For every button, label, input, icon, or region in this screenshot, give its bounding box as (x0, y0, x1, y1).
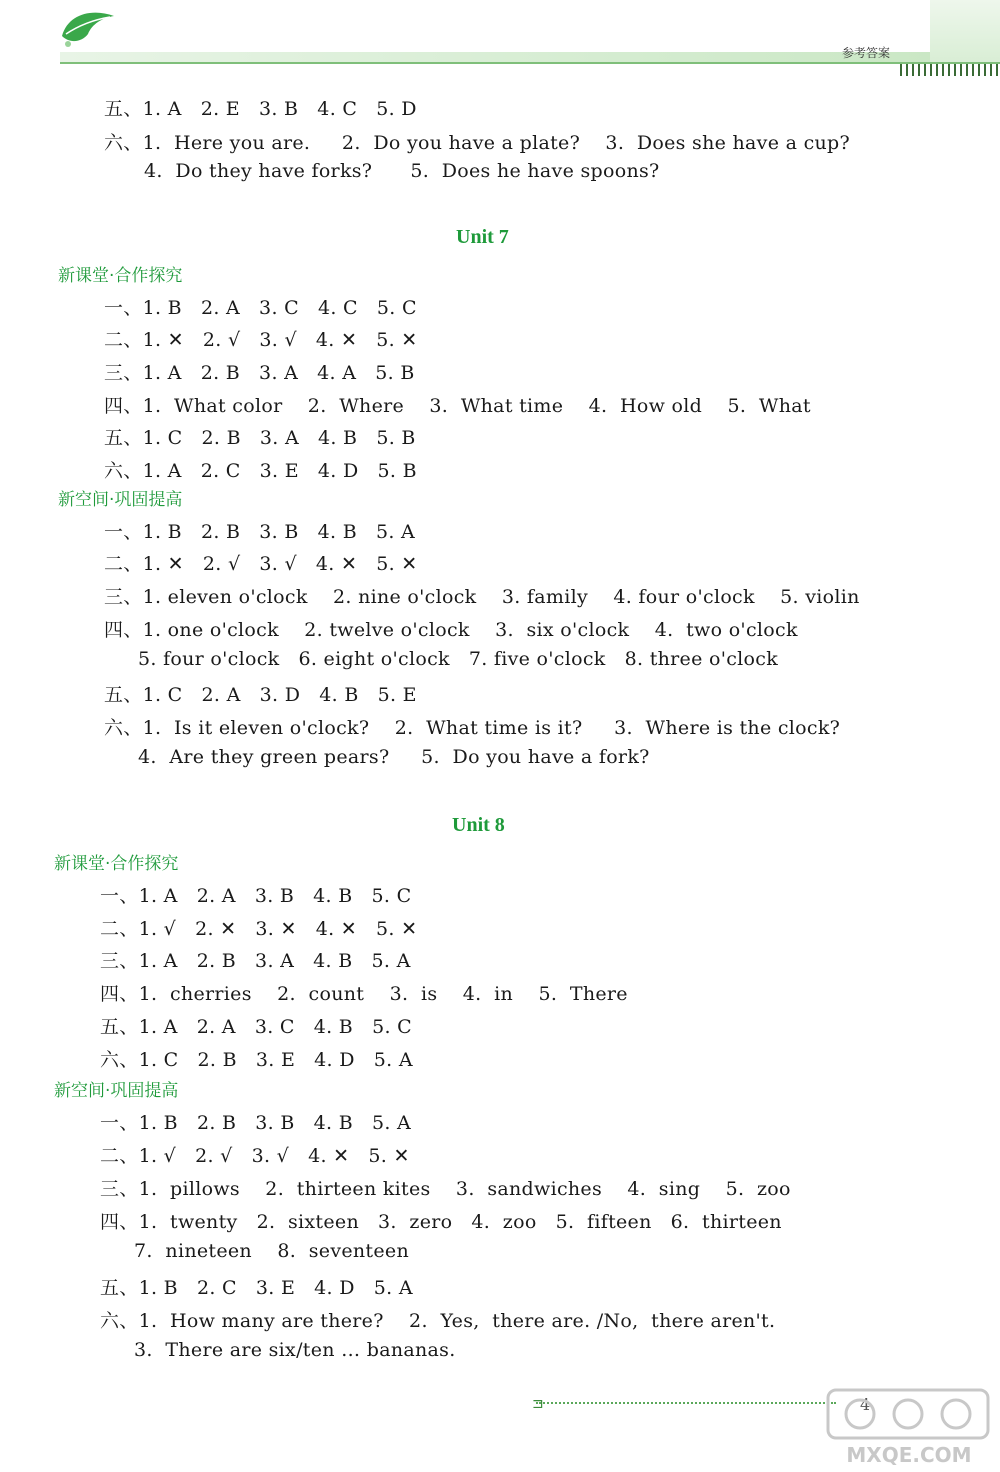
answer-line: 四、1. What color 2. Where 3. What time 4. How old 5. What (104, 395, 811, 417)
answer-line: 一、1. B 2. B 3. B 4. B 5. A (100, 1112, 412, 1134)
answer-line: 三、1. A 2. B 3. A 4. B 5. A (100, 950, 411, 972)
answer-line: 五、1. C 2. B 3. A 4. B 5. B (104, 427, 416, 449)
answer-line: 一、1. A 2. A 3. B 4. B 5. C (100, 885, 412, 907)
answer-line: 二、1. ✕ 2. √ 3. √ 4. ✕ 5. ✕ (104, 329, 418, 351)
answer-line: 4. Do they have forks? 5. Does he have spoons? (144, 160, 660, 182)
answer-line: 一、1. B 2. A 3. C 4. C 5. C (104, 297, 417, 319)
page-header (0, 0, 1000, 80)
answer-line: 四、1. one o'clock 2. twelve o'clock 3. six o'clock 4. two o'clock (104, 619, 798, 641)
answer-line: 六、1. A 2. C 3. E 4. D 5. B (104, 460, 417, 482)
answer-line: 三、1. A 2. B 3. A 4. A 5. B (104, 362, 415, 384)
green-leaf-logo-icon (58, 6, 118, 50)
answer-line: 四、1. twenty 2. sixteen 3. zero 4. zoo 5. fifteen 6. thirteen (100, 1211, 782, 1233)
page-number: 4 (860, 1395, 871, 1414)
footer-dotted-rule (536, 1402, 836, 1406)
answer-line: 3. There are six/ten … bananas. (134, 1339, 456, 1361)
barcode-strip (900, 64, 998, 76)
section-title: 新课堂·合作探究 (54, 854, 179, 874)
answer-line: 六、1. C 2. B 3. E 4. D 5. A (100, 1049, 413, 1071)
answer-line: 7. nineteen 8. seventeen (134, 1240, 409, 1262)
unit-7-title: Unit 7 (456, 226, 509, 248)
answer-line: 二、1. √ 2. ✕ 3. ✕ 4. ✕ 5. ✕ (100, 918, 418, 940)
footer-bracket-icon: ⊐ (532, 1396, 544, 1412)
answer-line: 4. Are they green pears? 5. Do you have a fork? (138, 746, 650, 768)
section-title: 新空间·巩固提高 (54, 1081, 179, 1101)
answer-line: 一、1. B 2. B 3. B 4. B 5. A (104, 521, 416, 543)
unit-8-title: Unit 8 (452, 814, 505, 836)
answer-line: 二、1. ✕ 2. √ 3. √ 4. ✕ 5. ✕ (104, 553, 418, 575)
header-rule (60, 62, 1000, 64)
section-title: 新课堂·合作探究 (58, 266, 183, 286)
header-corner-decoration (930, 0, 1000, 62)
answer-line: 三、1. eleven o'clock 2. nine o'clock 3. family 4. four o'clock 5. violin (104, 586, 860, 608)
watermark-logo-icon (820, 1384, 998, 1470)
section-title: 新空间·巩固提高 (58, 490, 183, 510)
answer-line: 5. four o'clock 6. eight o'clock 7. five o'clock 8. three o'clock (138, 648, 779, 670)
answer-line: 六、1. Here you are. 2. Do you have a plate? 3. Does she have a cup? (104, 132, 850, 154)
answer-line: 五、1. B 2. C 3. E 4. D 5. A (100, 1277, 413, 1299)
header-label: 参考答案 (842, 46, 891, 60)
answer-line: 四、1. cherries 2. count 3. is 4. in 5. There (100, 983, 628, 1005)
answer-line: 三、1. pillows 2. thirteen kites 3. sandwiches 4. sing 5. zoo (100, 1178, 791, 1200)
answer-line: 六、1. Is it eleven o'clock? 2. What time is it? 3. Where is the clock? (104, 717, 841, 739)
answer-line: 二、1. √ 2. √ 3. √ 4. ✕ 5. ✕ (100, 1145, 410, 1167)
watermark-text: MXQE.COM (846, 1443, 972, 1467)
answer-line: 五、1. C 2. A 3. D 4. B 5. E (104, 684, 417, 706)
answer-line: 五、1. A 2. A 3. C 4. B 5. C (100, 1016, 412, 1038)
answer-line: 六、1. How many are there? 2. Yes, there are. /No, there aren't. (100, 1310, 776, 1332)
answer-line: 五、1. A 2. E 3. B 4. C 5. D (104, 98, 417, 120)
